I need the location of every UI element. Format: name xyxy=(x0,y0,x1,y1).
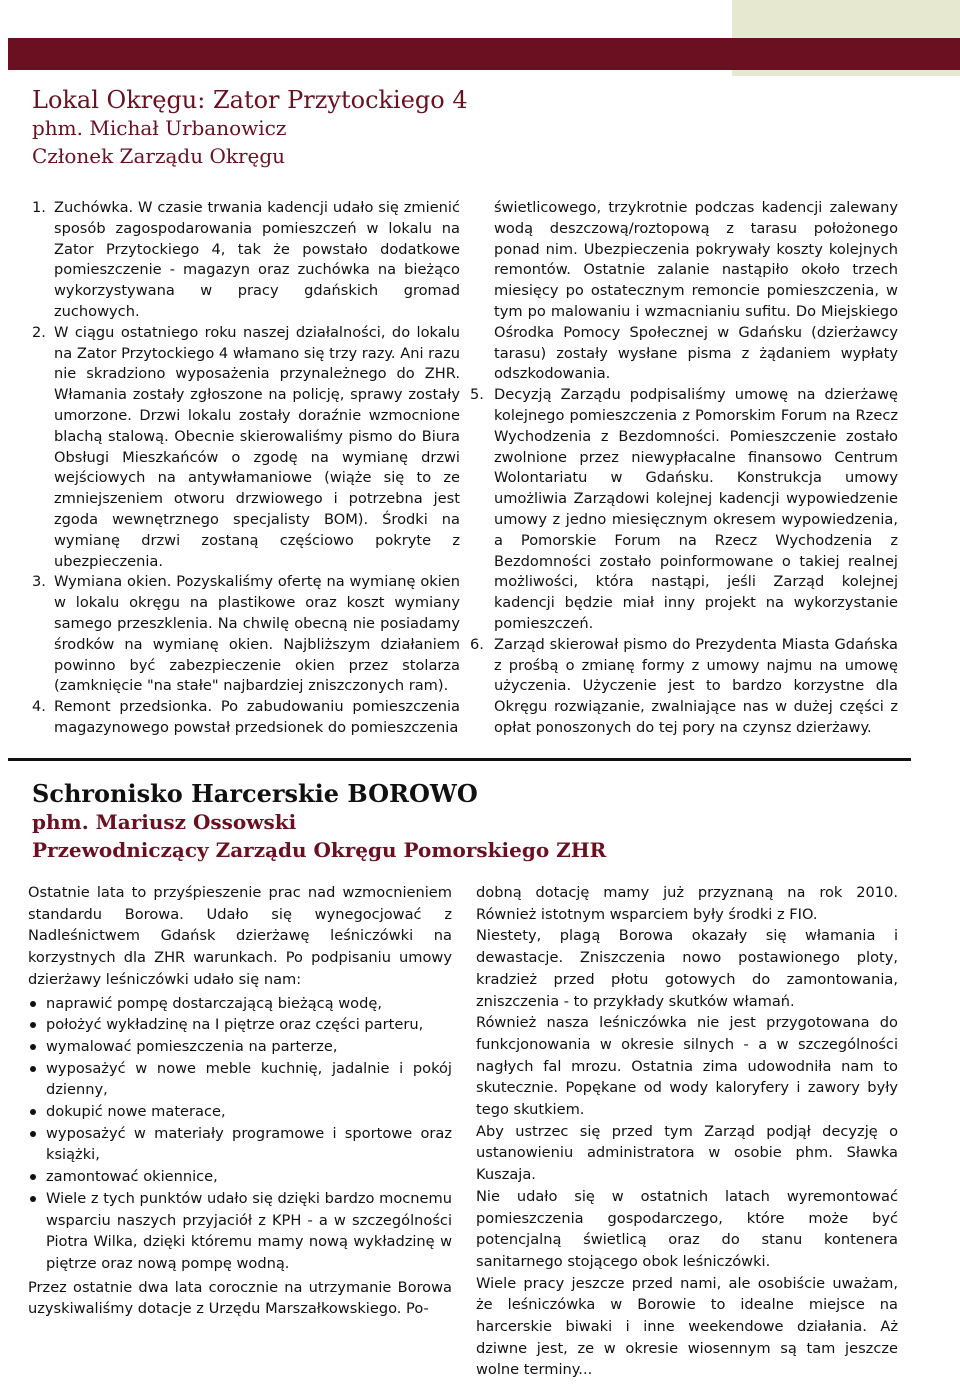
section1-title: Lokal Okręgu: Zator Przytockiego 4 xyxy=(32,86,468,114)
section1-column-left xyxy=(32,198,460,739)
list-item xyxy=(32,198,460,323)
bullet-list xyxy=(28,993,452,1275)
section2-role: Przewodniczący Zarządu Okręgu Pomorskiego ZHR xyxy=(32,838,607,862)
section1-column-right xyxy=(470,198,898,739)
section2-header xyxy=(32,780,606,864)
section2-column-left xyxy=(28,882,452,1320)
bullet-item: wymalować pomieszczenia na parterze, xyxy=(28,1036,452,1058)
item-text: W ciągu ostatniego roku naszej działalności, do lokalu na Zator Przytockiego 4 włamano się trzy razy. Ani razu nie skradziono wyposażenia przynależnego do ZHR. Włamania zostały zgłoszone na policję, sprawy zostały umorzone. Drzwi lokalu zostały doraźnie wzmocnione blachą stalową. Obecnie skierowaliśmy pismo do Biura Obsługi Mieszkańców o zgodę na wymianę drzwi wejściowych na antywłamaniowe (wiąże się to ze zmniejszeniem otworu drzwiowego i potrzebna jest zgoda wewnętrznego specjalisty BOM). Środki na wymianę drzwi zostaną częściowo pokryte z ubezpieczenia. xyxy=(54,323,460,570)
list-item xyxy=(470,385,898,635)
bullet-item: Wiele z tych punktów udało się dzięki bardzo mocnemu wsparciu naszych przyjaciół z KPH - a w szczególności Piotra Wilka, dzięki któremu mamy nową wykładzinę w piętrze oraz nową pompę wodną. xyxy=(28,1188,452,1275)
paragraph: Aby ustrzec się przed tym Zarząd podjął decyzję o ustanowieniu administratora w osobie phm. Sławka Kuszaja. xyxy=(476,1122,898,1184)
continued-paragraph: świetlicowego, trzykrotnie podczas kadencji zalewany wodą deszczową/roztopową z tarasu położonego ponad nim. Ubezpieczenia pokrywały koszty kolejnych remontów. Ostatnie zalanie nastąpiło około trzech miesięcy po ostatecznym remoncie pomieszczenia, w tym po malowaniu i wzmacnianiu sufitu. Do Miejskiego Ośrodka Pomocy Społecznej w Gdańsku (dzierżawcy tarasu) zostały wysłane pisma z żądaniem wypłaty odszkodowania. xyxy=(494,199,898,383)
bullet-item: naprawić pompę dostarczającą bieżącą wodę, xyxy=(28,993,452,1015)
paragraph: Wiele pracy jeszcze przed nami, ale osobiście uważam, że leśniczówka w Borowie to idealne miejsce na harcerskie biwaki i inne weekendowe działania. Aż dziwne jest, ze w okresie wiosennym są tam jeszcze wolne terminy... xyxy=(476,1274,898,1379)
section2-title: Schronisko Harcerskie BOROWO xyxy=(32,779,478,808)
section1-author: phm. Michał Urbanowicz xyxy=(32,116,287,140)
page-number: Str. 13 xyxy=(824,41,898,62)
header-bar xyxy=(8,38,960,70)
intro-paragraph: Ostatnie lata to przyśpieszenie prac nad wzmocnieniem standardu Borowa. Udało się wynegocjować z Nadleśnictwem Gdańsk dzierżawę leśniczówki na korzystnych dla ZHR warunkach. Po podpisaniu umowy dzierżawy leśniczówki udało się nam: xyxy=(28,884,452,988)
bullet-item: wyposażyć w materiały programowe i sportowe oraz książki, xyxy=(28,1123,452,1166)
list-item xyxy=(32,323,460,573)
list-item xyxy=(32,572,460,697)
item-text: Decyzją Zarządu podpisaliśmy umowę na dzierżawę kolejnego pomieszczenia z Pomorskim Forum na Rzecz Wychodzenia z Bezdomności. Pomieszczenie zostało zwolnione przez niewypłacalne finansowo Centrum Wolontariatu w Gdańsku. Konstrukcja umowy umożliwia Zarządowi kolejnej kadencji wypowiedzenie umowy z jedno miesięcznym okresem wypowiedzenia, a Pomorskie Forum na Rzecz Wychodzenia z Bezdomności zostało poinformowane o takiej realnej możliwości, która nastąpi, jeśli Zarząd kolejnej kadencji będzie miał inny projekt na wykorzystanie pomieszczeń. xyxy=(494,386,898,632)
item-text: Wymiana okien. Pozyskaliśmy ofertę na wymianę okien w lokalu okręgu na plastikowe oraz koszt wymiany samego przeszklenia. Na chwilę obecną nie posiadamy środków na wymianę okien. Najbliższym działaniem powinno być zabezpieczenie okien przez stolarza (zamknięcie "na stałe" najbardziej zniszczonych ram). xyxy=(54,573,460,695)
item-text: Zuchówka. W czasie trwania kadencji udało się zmienić sposób zagospodarowania pomieszczeń w lokalu na Zator Przytockiego 4, tak że powstało dodatkowe pomieszczenie - magazyn oraz zuchówka na bieżąco wykorzystywana w pracy gdańskich gromad zuchowych. xyxy=(54,199,460,320)
paragraph: Nie udało się w ostatnich latach wyremontować pomieszczenia gospodarczego, które może być potencjalną świetlicą oraz do stanu kontenera sanitarnego stojącego obok leśniczówki. xyxy=(476,1187,898,1270)
item-number: 6. xyxy=(470,635,484,653)
item-number: 5. xyxy=(470,386,484,404)
closing-paragraph: Przez ostatnie dwa lata corocznie na utrzymanie Borowa uzyskiwaliśmy dotacje z Urzędu Marszałkowskiego. Po- xyxy=(28,1278,452,1318)
paragraph: dobną dotację mamy już przyznaną na rok 2010. Również istotnym wsparciem były środki z FIO. xyxy=(476,884,898,923)
item-number: 2. xyxy=(32,323,46,341)
paragraph: Również nasza leśniczówka nie jest przygotowana do funkcjonowania w okresie silnych - a w szczególności nagłych fal mrozu. Ostatnia zima udowodniła nam to skutecznie. Popękane od wody kaloryfery i zawory były tego skutkiem. xyxy=(476,1014,898,1119)
section-divider xyxy=(8,758,911,761)
item-number: 4. xyxy=(32,698,46,716)
section1-role: Członek Zarządu Okręgu xyxy=(32,144,286,168)
item-number: 1. xyxy=(32,199,46,216)
paragraph: Niestety, plagą Borowa okazały się włamania i dewastacje. Zniszczenia nowo postawionego ploty, kradzież przed płotu gotowych do zamontowania, zniszczenia - to przykłady skutków włamań. xyxy=(476,927,898,1010)
section1-header xyxy=(32,86,468,170)
bullet-item: położyć wykładzinę na I piętrze oraz części parteru, xyxy=(28,1014,452,1036)
section2-author: phm. Mariusz Ossowski xyxy=(32,810,297,834)
list-item xyxy=(470,635,898,739)
item-text: Remont przedsionka. Po zabudowaniu pomieszczenia magazynowego powstał przedsionek do pomieszczenia xyxy=(54,698,460,736)
bullet-item: zamontować okiennice, xyxy=(28,1166,452,1188)
item-number: 3. xyxy=(32,573,46,591)
bullet-item: wyposażyć w nowe meble kuchnię, jadalnie i pokój dzienny, xyxy=(28,1058,452,1101)
bullet-item: dokupić nowe materace, xyxy=(28,1101,452,1123)
section2-column-right xyxy=(476,882,898,1381)
list-item xyxy=(32,697,460,739)
item-text: Zarząd skierował pismo do Prezydenta Miasta Gdańska z prośbą o zmianę formy z umowy najmu na umowę użyczenia. Użyczenie jest to bardzo korzystne dla Okręgu rozwiązanie, zwalniające nas w dużej części z opłat ponoszonych do tej pory na czynsz dzierżawy. xyxy=(494,635,898,736)
